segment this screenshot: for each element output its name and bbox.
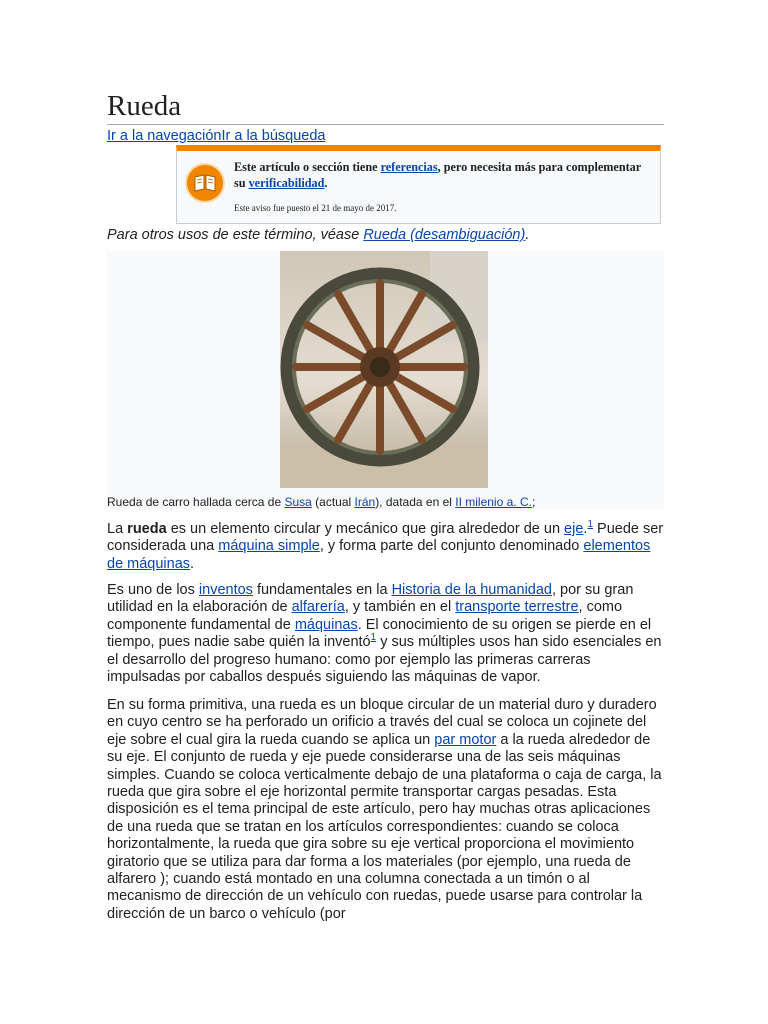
transporte-terrestre-link[interactable]: transporte terrestre [455,599,579,616]
ii-milenio-link[interactable]: II milenio a. C. [455,495,532,509]
caption-text: ; [531,495,536,509]
maquinas-link[interactable]: máquinas [294,616,358,633]
text: Puede ser considerada una [107,521,664,555]
disambiguation-link[interactable]: Rueda (desambiguación) [363,227,526,243]
elementos-de-maquinas-link[interactable]: elementos de máquinas [107,538,651,572]
text: es un elemento circular y mecánico que gira alrededor de un [166,521,565,537]
caption-text: ), datada en el [375,495,456,509]
text: En su forma primitiva, una rueda es un bloque circular de un material duro y duradero en cuyo centro se ha perforado un orificio a través del cual se coloca un cojinete del eje sobre el cual gira la rueda cuando se aplica un [107,697,657,748]
text: fundamentales en la [252,582,392,598]
notice-text-part: Este artículo o sección tiene [234,160,381,174]
text: . [190,555,195,572]
figure-caption [107,495,535,510]
susa-link[interactable]: Susa [284,495,312,509]
hatnote-text: Para otros usos de este término, véase [107,227,364,243]
maquina-simple-link[interactable]: máquina simple [218,538,320,555]
notice-text-part: . [324,175,328,190]
alfareria-link[interactable]: alfarería [291,599,345,616]
text: . El conocimiento de su origen se pierde en el tiempo, pues nadie sabe quién la inventó [107,616,652,651]
paragraph-history [107,582,667,686]
paragraph-primitive-form [107,697,667,923]
cart-wheel-image[interactable] [280,251,488,488]
reference-link[interactable]: 1 [587,519,593,531]
text: La [107,521,128,537]
text: a la rueda alrededor de su eje. El conjunto de rueda y eje puede considerarse una de las seis máquinas simples. Cuando se coloca verticalmente debajo de una plataforma o caja de carga, la rueda que gira sobre el eje horizontal permite transportar cargas pesadas. Esta disposición es el tema principal de este artículo, pero hay muchas otras aplicaciones de una rueda que se tratan en los artículos correspondientes: cuando se coloca horizontalmente, la rueda que gira sobre su eje vertical proporciona el movimiento giratorio que se utiliza para dar forma a los materiales (por ejemplo, una rueda de alfarero ); cuando está montado en una columna conectada a un timón o al mecanismo de dirección de un vehículo con ruedas, puede usarse para controlar la dirección de un barco o vehículo (por [107,731,662,922]
page-title: Rueda [107,88,664,125]
text: , por su gran utilidad en la elaboración de [107,582,634,616]
referencias-link[interactable]: referencias [380,160,438,174]
jump-to-navigation-link[interactable]: Ir a la navegación [107,128,222,144]
bold-term: rueda [127,521,167,537]
disambiguation-hatnote [107,226,529,244]
jump-links [107,127,325,145]
text: , y forma parte del conjunto denominado [319,538,584,555]
references-notice-box [176,145,661,224]
verificabilidad-link[interactable]: verificabilidad [248,175,325,190]
notice-date: Este aviso fue puesto el 21 de mayo de 2017. [234,203,397,213]
historia-humanidad-link[interactable]: Historia de la humanidad [391,582,552,598]
caption-text: Rueda de carro hallada cerca de [107,495,285,509]
notice-text-part: , pero necesita más para complementar su [234,160,641,190]
inventos-link[interactable]: inventos [198,582,253,598]
eje-link[interactable]: eje [564,521,584,537]
par-motor-link[interactable]: par motor [434,731,497,748]
paragraph-intro [107,521,667,573]
caption-text: (actual [311,495,355,509]
text: y sus múltiples usos han sido esenciales en el desarrollo del progreso humano: como por ejemplo las primeras carreras impulsadas por caballos después siguiendo las máquinas de vapor. [107,634,662,686]
iran-link[interactable]: Irán [354,495,376,509]
hatnote-end: . [525,227,530,243]
text: , como componente fundamental de [107,599,623,633]
jump-to-search-link[interactable]: Ir a la búsqueda [221,128,326,144]
book-icon [187,165,223,201]
wheel-figure [107,251,664,509]
reference-link[interactable]: 1 [370,632,377,644]
text: , y también en el [344,599,456,616]
text: Es uno de los [107,582,199,598]
notice-message [234,160,644,191]
text: . [583,521,588,537]
